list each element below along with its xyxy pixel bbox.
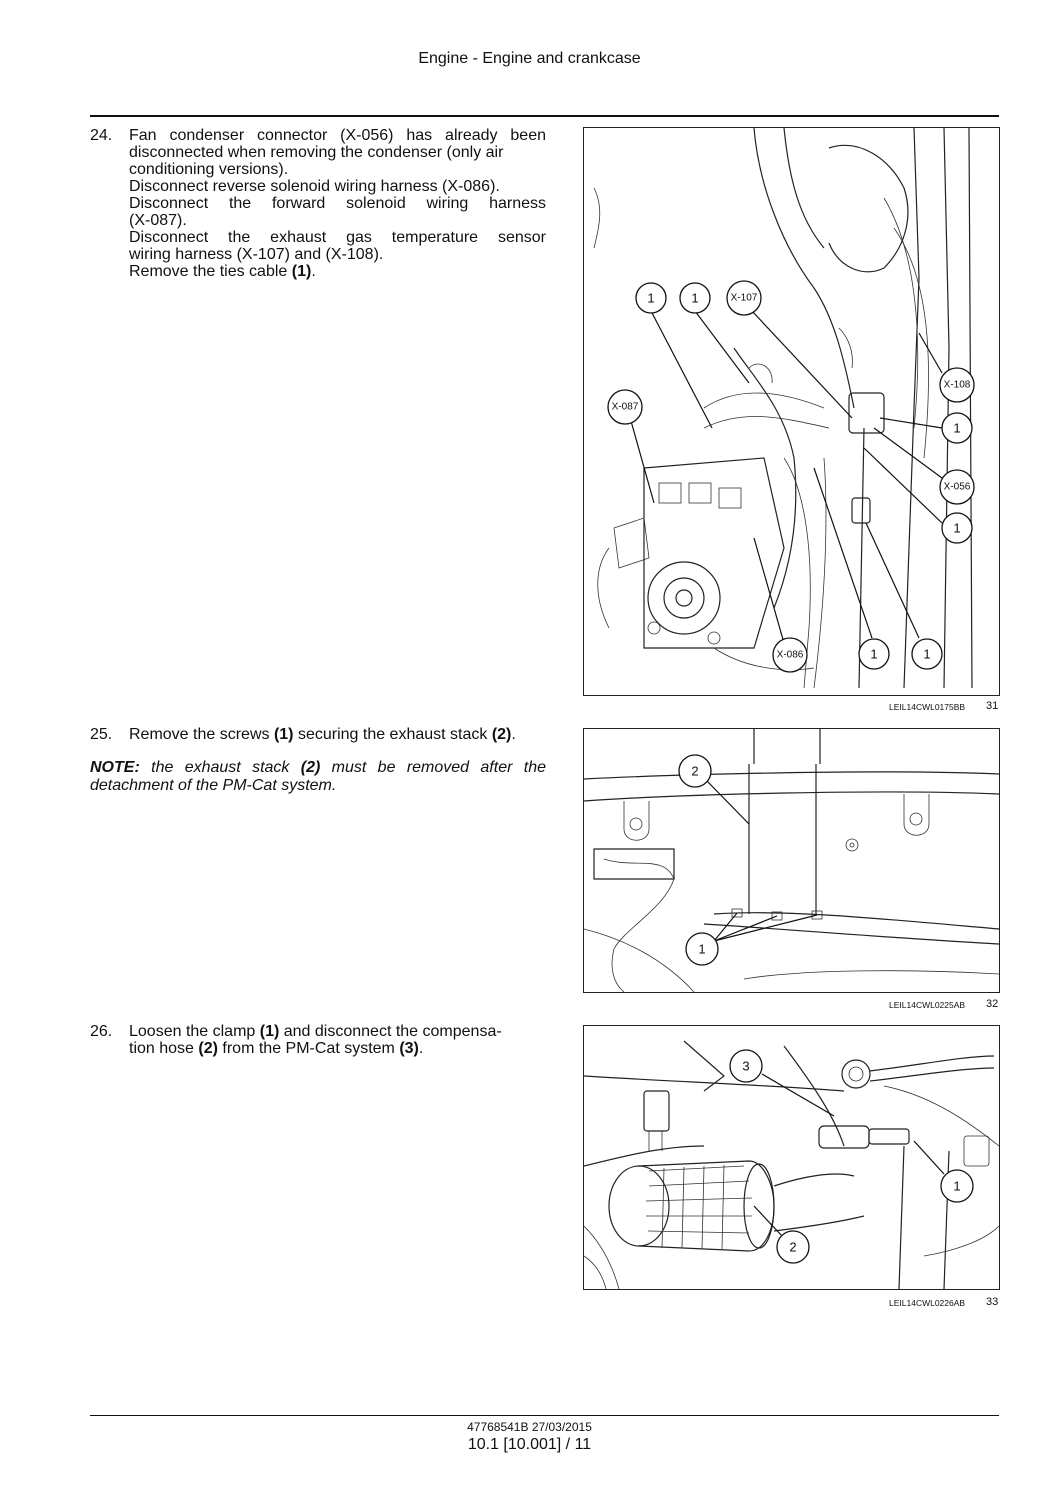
callout-label: 2	[691, 763, 699, 779]
step-line	[129, 1023, 546, 1040]
step-text-part: from the PM-Cat system	[217, 1040, 400, 1057]
callout-label: X-086	[776, 649, 804, 661]
callout-label: 1	[923, 646, 931, 662]
callout-label: 1	[953, 520, 961, 536]
callout-x056	[940, 470, 974, 504]
callout-x087	[608, 390, 642, 424]
step-number: 25.	[90, 726, 113, 743]
callout-label: X-107	[730, 292, 758, 304]
step-line: Disconnect the exhaust gas temperature sensor	[129, 229, 546, 246]
step-line: Disconnect reverse solenoid wiring harness (X-086).	[129, 178, 500, 195]
step-26	[90, 1023, 546, 1057]
ref-label: (1)	[259, 1023, 280, 1040]
step-text-part: Remove the screws	[129, 726, 274, 743]
figure-code: LEIL14CWL0226AB	[889, 1298, 966, 1308]
figure-number: 32	[986, 998, 999, 1010]
step-line	[129, 1040, 546, 1057]
step-text-part: .	[418, 1040, 424, 1057]
step-text-part: securing the exhaust stack	[293, 726, 492, 743]
footer-rule	[90, 1415, 999, 1416]
header-rule	[90, 115, 999, 117]
step-line-end: .	[311, 263, 316, 280]
step-text-part: tion hose	[129, 1040, 199, 1057]
figure-code: LEIL14CWL0175BB	[889, 702, 966, 712]
ref-label: (2)	[198, 1040, 218, 1057]
callout-1	[686, 933, 718, 965]
callout-label: 2	[789, 1239, 797, 1255]
step-line	[129, 263, 546, 280]
callout-label: X-108	[943, 379, 971, 391]
step-text	[129, 726, 546, 743]
callout-label: 1	[698, 941, 706, 957]
step-number: 24.	[90, 127, 113, 144]
ref-label: (1)	[273, 726, 294, 743]
step-line: disconnected when removing the condenser (only air	[129, 144, 504, 161]
step-line: wiring harness (X-107) and (X-108).	[129, 246, 384, 263]
callout-1	[859, 639, 889, 669]
callout-label: X-056	[943, 481, 971, 493]
step-line: conditioning versions).	[129, 161, 289, 178]
step-text-part: .	[511, 726, 516, 743]
figure-number: 31	[986, 700, 999, 712]
note	[90, 759, 546, 795]
ref-label: (3)	[399, 1040, 419, 1057]
page-header-title: Engine - Engine and crankcase	[418, 50, 641, 67]
ref-label: (1)	[291, 263, 312, 280]
callout-1	[680, 283, 710, 313]
step-text-part: Loosen the clamp	[129, 1023, 260, 1040]
callout-1	[912, 639, 942, 669]
note-text: the exhaust stack	[139, 759, 301, 776]
callout-x086	[773, 638, 807, 672]
footer-page-number: 10.1 [10.001] / 11	[467, 1436, 592, 1453]
callout-1	[942, 513, 972, 543]
callout-1	[636, 283, 666, 313]
callout-label: X-087	[611, 401, 639, 413]
callout-label: 1	[691, 290, 699, 306]
figure-code: LEIL14CWL0225AB	[889, 1000, 966, 1010]
callout-x107	[727, 281, 761, 315]
exhaust-drawing	[584, 729, 999, 992]
step-text	[129, 1023, 546, 1057]
callout-x108	[940, 368, 974, 402]
figure-number: 33	[986, 1296, 999, 1308]
callout-label: 1	[870, 646, 878, 662]
step-text	[129, 127, 546, 280]
ref-label: (2)	[491, 726, 512, 743]
step-line: (X-087).	[129, 212, 187, 229]
step-24	[90, 127, 546, 280]
note-label: NOTE:	[90, 759, 140, 776]
step-line-text: Remove the ties cable	[129, 263, 292, 280]
step-line: Fan condenser connector (X-056) has already been	[129, 127, 546, 144]
callout-3	[730, 1050, 762, 1082]
note-text: must be removed after the detachment of the PM-Cat system.	[90, 759, 547, 794]
callout-label: 1	[953, 420, 961, 436]
callout-1	[942, 413, 972, 443]
callout-2	[777, 1231, 809, 1263]
ref-label: (2)	[300, 759, 321, 776]
step-text-part: and disconnect the compensa-	[279, 1023, 502, 1040]
footer-document-reference: 47768541B 27/03/2015	[467, 1420, 592, 1434]
figure-32-illustration	[583, 728, 1000, 993]
step-line: Disconnect the forward solenoid wiring harness	[129, 195, 546, 212]
step-25	[90, 726, 546, 743]
callout-label: 1	[647, 290, 655, 306]
step-number: 26.	[90, 1023, 113, 1040]
callout-1	[941, 1170, 973, 1202]
figure-33-illustration	[583, 1025, 1000, 1290]
callout-label: 1	[953, 1178, 961, 1194]
figure-31-illustration	[583, 127, 1000, 696]
callout-label: 3	[742, 1058, 750, 1074]
engine-drawing	[594, 128, 972, 688]
callout-2	[679, 755, 711, 787]
